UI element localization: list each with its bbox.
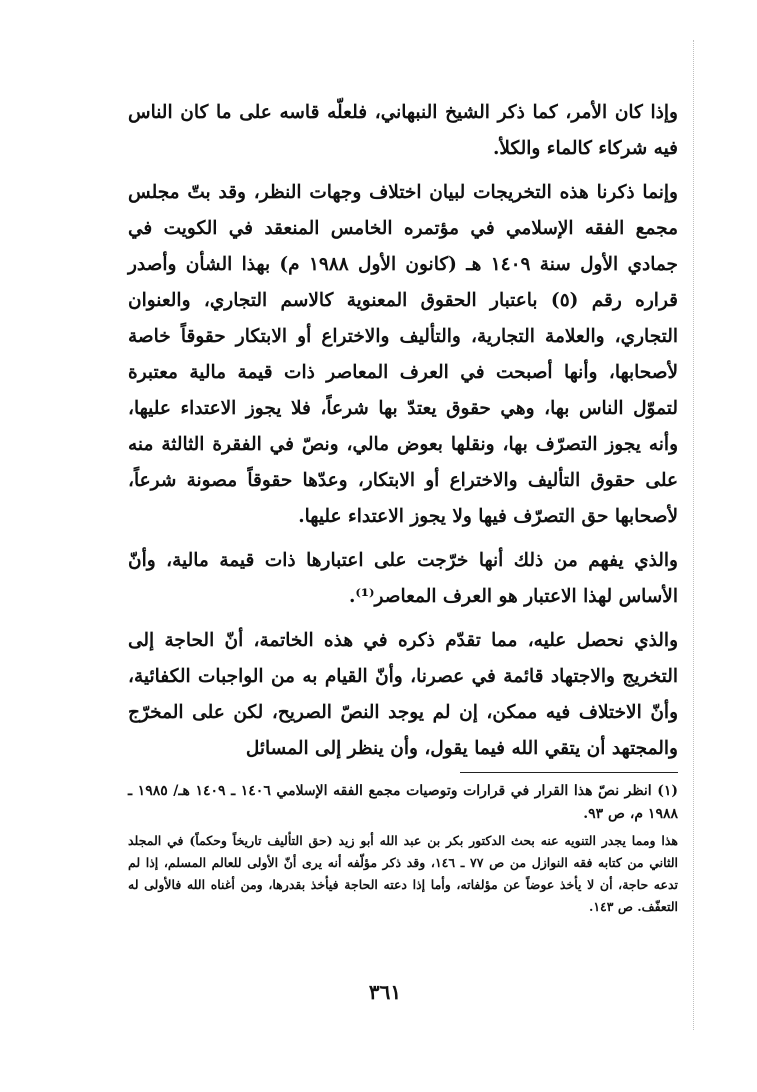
- footnote-separator: [460, 772, 678, 773]
- page-number: ٣٦١: [368, 980, 402, 1004]
- paragraph: والذي نحصل عليه، مما تقدّم ذكره في هذه الخاتمة، أنّ الحاجة إلى التخريج والاجتهاد قائمة في عصرنا، وأنّ القيام به من الواجبات الكفائية، وأنّ الاختلاف فيه ممكن، إن لم يوجد النصّ الصريح، لكن على المخرّج والمجتهد أن يتقي الله فيما يقول، وأن ينظر إلى المسائل: [128, 630, 678, 759]
- margin-dotted-line: [693, 40, 694, 1030]
- footnotes: [128, 780, 678, 922]
- paragraph: والذي يفهم من ذلك أنها خرّجت على اعتبارها ذات قيمة مالية، وأنّ الأساس لهذا الاعتبار هو العرف المعاصر⁽¹⁾.: [128, 550, 678, 607]
- main-text: [128, 95, 678, 775]
- paragraph: وإنما ذكرنا هذه التخريجات لبيان اختلاف وجهات النظر، وقد بتّ مجلس مجمع الفقه الإسلامي في مؤتمره الخامس المنعقد في الكويت في جمادي الأول سنة ١٤٠٩ هـ (كانون الأول ١٩٨٨ م) بهذا الشأن وأصدر قراره رقم (٥) باعتبار الحقوق المعنوية كالاسم التجاري، والعنوان التجاري، والعلامة التجارية، والتأليف والاختراع أو الابتكار حقوقاً خاصة لأصحابها، وأنها أصبحت في العرف المعاصر ذات قيمة مالية معتبرة لتموّل الناس بها، وهي حقوق يعتدّ بها شرعاً، فلا يجوز الاعتداء عليها، وأنه يجوز التصرّف بها، ونقلها بعوض مالي، ونصّ في الفقرة الثالثة منه على حقوق التأليف والاختراع أو الابتكار، وعدّها حقوقاً مصونة شرعاً، لأصحابها حق التصرّف فيها ولا يجوز الاعتداء عليها.: [128, 182, 678, 527]
- paragraph: وإذا كان الأمر، كما ذكر الشيخ النبهاني، فلعلّه قاسه على ما كان الناس فيه شركاء كالماء والكلأ.: [128, 102, 678, 159]
- footnote-note: هذا ومما يجدر التنويه عنه بحث الدكتور بكر بن عبد الله أبو زيد (حق التأليف تاريخاً وحكماً) في المجلد الثاني من كتابه فقه النوازل من ص ٧٧ ـ ١٤٦، وقد ذكر مؤلّفه أنه يرى أنّ الأولى للعالم المسلم، إذا لم تدعه حاجة، أن لا يأخذ عوضاً عن مؤلفاته، وأما إذا دعته الحاجة فيأخذ بقدرها، ومن أغناه الله فالأولى له التعفّف. ص ١٤٣.: [128, 833, 678, 914]
- footnote-1: (١) انظر نصّ هذا القرار في قرارات وتوصيات مجمع الفقه الإسلامي ١٤٠٦ ـ ١٤٠٩ هـ/ ١٩٨٥ ـ ١٩٨٨ م، ص ٩٣.: [128, 783, 678, 822]
